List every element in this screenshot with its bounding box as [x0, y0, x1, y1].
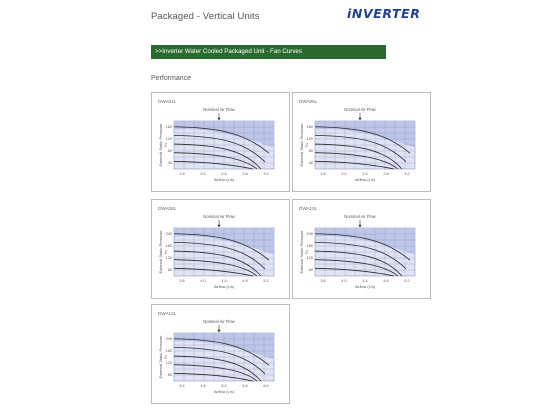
fan-curve-panel — [151, 199, 290, 299]
x-tick-label: 5.6 — [242, 384, 248, 388]
y-axis-unit: Pa — [164, 249, 168, 255]
arrow-head-icon — [217, 118, 220, 121]
x-axis-label: Airflow (L/s) — [213, 285, 235, 289]
y-tick-label: 60 — [167, 268, 172, 273]
y-axis-unit: Pa — [164, 354, 168, 360]
y-tick-label: 120 — [165, 256, 172, 261]
arrow-head-icon — [217, 330, 220, 333]
x-tick-label: 4.8 — [242, 279, 248, 283]
y-tick-label: 160 — [165, 125, 172, 130]
x-tick-label: 2.0 — [341, 172, 347, 176]
panel-model-label: DWA04L — [158, 99, 177, 104]
y-axis-label: External Static Pressure — [299, 123, 304, 167]
y-tick-label: 60 — [308, 268, 313, 273]
y-tick-label: 240 — [306, 232, 313, 237]
fan-curve-chart — [293, 200, 432, 300]
x-tick-label: 4.4 — [221, 279, 227, 283]
x-tick-label: 2.4 — [221, 172, 227, 176]
fan-curve-panel — [292, 92, 431, 192]
y-tick-label: 120 — [165, 137, 172, 142]
page-title: Packaged - Vertical Units — [151, 11, 260, 22]
section-heading: Performance — [151, 75, 192, 82]
nominal-airflow-label: Nominal Air Flow — [344, 107, 376, 112]
fan-curve-chart — [152, 93, 291, 193]
x-axis-label: Airflow (L/s) — [354, 285, 376, 289]
fan-curve-chart — [152, 305, 291, 405]
y-axis-label: External Static Pressure — [299, 230, 304, 274]
y-tick-label: 180 — [165, 349, 172, 354]
x-tick-label: 5.2 — [263, 279, 269, 283]
x-tick-label: 2.0 — [200, 172, 206, 176]
x-tick-label: 6.0 — [263, 384, 269, 388]
x-tick-label: 5.2 — [404, 279, 410, 283]
x-tick-label: 4.0 — [200, 279, 206, 283]
x-tick-label: 5.2 — [221, 384, 227, 388]
x-tick-label: 2.8 — [383, 172, 389, 176]
x-tick-label: 4.8 — [200, 384, 206, 388]
fan-curve-panel — [151, 304, 290, 404]
nominal-airflow-label: Nominal Air Flow — [203, 319, 235, 324]
x-axis-label: Airflow (L/s) — [213, 390, 235, 394]
brand-logo: iNVERTER — [347, 6, 421, 21]
y-axis-unit: Pa — [305, 249, 309, 255]
y-tick-label: 120 — [306, 256, 313, 261]
y-tick-label: 180 — [306, 244, 313, 249]
x-tick-label: 2.8 — [242, 172, 248, 176]
x-tick-label: 4.4 — [179, 384, 185, 388]
fan-curve-panel — [151, 92, 290, 192]
y-tick-label: 160 — [306, 125, 313, 130]
y-tick-label: 80 — [167, 149, 172, 154]
x-axis-label: Airflow (L/s) — [354, 178, 376, 182]
x-tick-label: 3.6 — [320, 279, 326, 283]
panel-model-label: DWA10L — [299, 206, 318, 211]
x-tick-label: 1.6 — [179, 172, 185, 176]
y-axis-label: External Static Pressure — [158, 335, 163, 379]
x-tick-label: 3.6 — [179, 279, 185, 283]
section-banner: >>Inverter Water Cooled Packaged Unit - Fan Curves — [151, 45, 386, 59]
x-tick-label: 3.2 — [263, 172, 269, 176]
fan-curve-chart — [293, 93, 432, 193]
y-tick-label: 40 — [167, 161, 172, 166]
x-tick-label: 4.8 — [383, 279, 389, 283]
y-axis-unit: Pa — [164, 142, 168, 148]
x-tick-label: 2.4 — [362, 172, 368, 176]
arrow-head-icon — [358, 225, 361, 228]
y-tick-label: 240 — [165, 232, 172, 237]
x-axis-label: Airflow (L/s) — [213, 178, 235, 182]
y-tick-label: 60 — [167, 373, 172, 378]
y-axis-unit: Pa — [305, 142, 309, 148]
panel-model-label: DWA06L — [299, 99, 318, 104]
y-tick-label: 180 — [165, 244, 172, 249]
x-tick-label: 4.0 — [341, 279, 347, 283]
panel-model-label: DWA08L — [158, 206, 177, 211]
x-tick-label: 3.2 — [404, 172, 410, 176]
y-tick-label: 80 — [308, 149, 313, 154]
arrow-head-icon — [358, 118, 361, 121]
fan-curve-chart — [152, 200, 291, 300]
x-tick-label: 1.6 — [320, 172, 326, 176]
y-tick-label: 240 — [165, 337, 172, 342]
panel-model-label: DWA12L — [158, 311, 177, 316]
nominal-airflow-label: Nominal Air Flow — [203, 107, 235, 112]
nominal-airflow-label: Nominal Air Flow — [344, 214, 376, 219]
y-axis-label: External Static Pressure — [158, 230, 163, 274]
y-tick-label: 120 — [165, 361, 172, 366]
y-tick-label: 40 — [308, 161, 313, 166]
x-tick-label: 4.4 — [362, 279, 368, 283]
y-tick-label: 120 — [306, 137, 313, 142]
fan-curve-panel — [292, 199, 431, 299]
arrow-head-icon — [217, 225, 220, 228]
y-axis-label: External Static Pressure — [158, 123, 163, 167]
nominal-airflow-label: Nominal Air Flow — [203, 214, 235, 219]
